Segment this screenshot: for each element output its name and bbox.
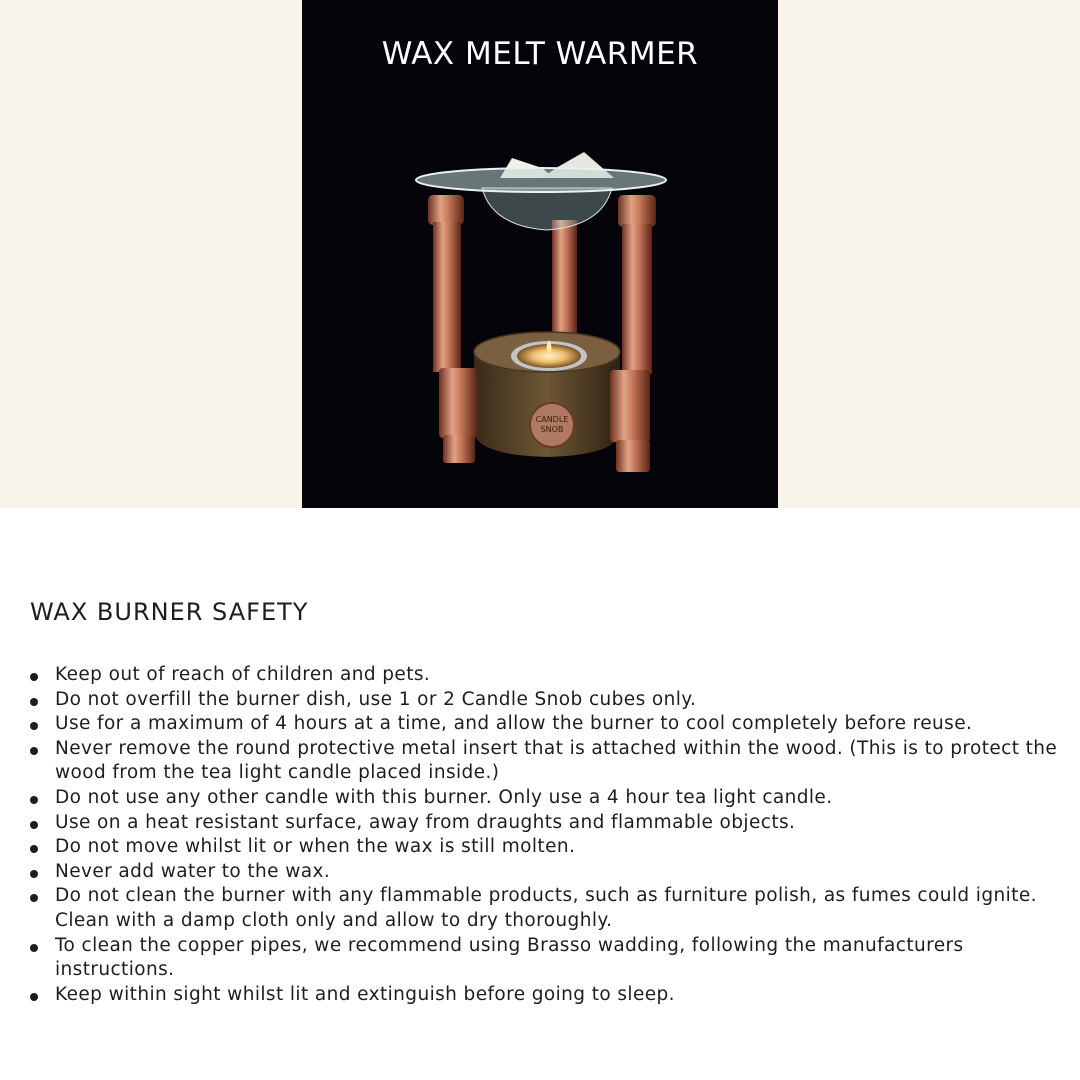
list-item — [30, 663, 1060, 688]
left-pipe-tee — [439, 368, 477, 438]
bullet-icon — [30, 698, 38, 706]
bullet-icon — [30, 993, 38, 1001]
logo-text-line2: SNOB — [540, 425, 564, 434]
bullet-icon — [30, 944, 38, 952]
bullet-icon — [30, 870, 38, 878]
product-photo — [302, 0, 778, 508]
list-item-text: Never remove the round protective metal insert that is attached within the wood. (This is to protect the wood from the tea light candle placed inside.) — [55, 737, 1058, 784]
safety-list — [30, 663, 1060, 1007]
bullet-icon — [30, 845, 38, 853]
list-item — [30, 983, 1060, 1008]
wax-melt-warmer-illustration — [302, 0, 778, 508]
bullet-icon — [30, 796, 38, 804]
list-item-text: Keep within sight whilst lit and extinguish before going to sleep. — [55, 983, 675, 1005]
logo-text-line1: CANDLE — [535, 415, 569, 424]
list-item — [30, 737, 1060, 786]
list-item-text: Never add water to the wax. — [55, 860, 331, 882]
list-item — [30, 835, 1060, 860]
list-item-text: Use on a heat resistant surface, away from draughts and flammable objects. — [55, 811, 796, 833]
list-item-text: Use for a maximum of 4 hours at a time, and allow the burner to cool completely before reuse. — [55, 713, 973, 735]
list-item-text: Do not overfill the burner dish, use 1 or 2 Candle Snob cubes only. — [55, 688, 697, 710]
safety-heading: WAX BURNER SAFETY — [30, 598, 309, 626]
right-copper-pipe — [622, 224, 652, 374]
list-item — [30, 934, 1060, 983]
right-pipe-foot — [616, 440, 650, 472]
list-item-text: Do not clean the burner with any flammable products, such as furniture polish, as fumes could ignite. Clean with a damp cloth only and allow to dry thoroughly. — [55, 885, 1037, 931]
right-pipe-tee — [610, 370, 650, 442]
list-item — [30, 688, 1060, 713]
left-pipe-foot — [443, 435, 475, 463]
list-item-text: Do not move whilst lit or when the wax is still molten. — [55, 836, 576, 858]
list-item-text: Keep out of reach of children and pets. — [55, 664, 431, 685]
list-item — [30, 860, 1060, 885]
left-pipe-cap — [428, 195, 464, 225]
glass-dish-rim — [416, 168, 666, 192]
bullet-icon — [30, 747, 38, 755]
left-copper-pipe — [433, 222, 461, 372]
bullet-icon — [30, 722, 38, 730]
list-item-text: To clean the copper pipes, we recommend using Brasso wadding, following the manufacturers instructions. — [55, 934, 964, 981]
list-item-text: Do not use any other candle with this burner. Only use a 4 hour tea light candle. — [55, 786, 833, 808]
bullet-icon — [30, 894, 38, 902]
glass-bowl — [482, 188, 612, 230]
back-copper-pipe — [552, 220, 577, 335]
product-title: WAX MELT WARMER — [381, 36, 699, 72]
bullet-icon — [30, 821, 38, 829]
list-item — [30, 712, 1060, 737]
list-item — [30, 811, 1060, 836]
list-item — [30, 884, 1060, 933]
right-pipe-cap — [618, 195, 656, 227]
bullet-icon — [30, 673, 38, 681]
list-item — [30, 786, 1060, 811]
